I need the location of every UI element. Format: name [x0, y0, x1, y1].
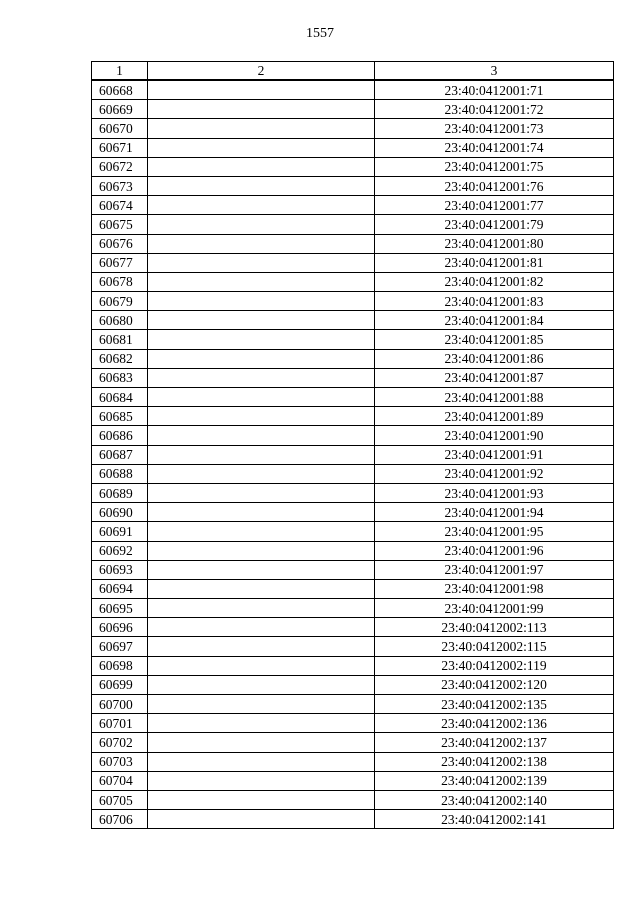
row-number-cell: 60672: [92, 157, 148, 176]
cadastral-number-cell: 23:40:0412002:115: [375, 637, 614, 656]
row-number-cell: 60682: [92, 349, 148, 368]
cadastral-number-cell: 23:40:0412001:92: [375, 464, 614, 483]
row-blank-cell: [148, 215, 375, 234]
table-row: [92, 503, 614, 522]
table-row: [92, 656, 614, 675]
table-row: [92, 483, 614, 502]
cadastral-number-cell: 23:40:0412001:90: [375, 426, 614, 445]
row-blank-cell: [148, 292, 375, 311]
row-blank-cell: [148, 138, 375, 157]
table-row: [92, 80, 614, 100]
row-blank-cell: [148, 579, 375, 598]
cadastral-number-cell: 23:40:0412001:80: [375, 234, 614, 253]
row-number-cell: 60684: [92, 388, 148, 407]
table-row: [92, 560, 614, 579]
row-number-cell: 60694: [92, 579, 148, 598]
cadastral-number-cell: 23:40:0412001:99: [375, 599, 614, 618]
table-row: [92, 100, 614, 119]
cadastral-number-cell: 23:40:0412002:113: [375, 618, 614, 637]
cadastral-number-cell: 23:40:0412001:73: [375, 119, 614, 138]
row-blank-cell: [148, 771, 375, 790]
cadastral-number-cell: 23:40:0412001:87: [375, 368, 614, 387]
row-blank-cell: [148, 714, 375, 733]
cadastral-number-cell: 23:40:0412002:138: [375, 752, 614, 771]
row-blank-cell: [148, 176, 375, 195]
table-row: [92, 292, 614, 311]
table-row: [92, 599, 614, 618]
cadastral-number-cell: 23:40:0412002:135: [375, 695, 614, 714]
row-blank-cell: [148, 119, 375, 138]
row-number-cell: 60686: [92, 426, 148, 445]
cadastral-number-cell: 23:40:0412002:141: [375, 810, 614, 829]
row-number-cell: 60702: [92, 733, 148, 752]
table-row: [92, 330, 614, 349]
row-blank-cell: [148, 560, 375, 579]
cadastral-number-cell: 23:40:0412001:82: [375, 272, 614, 291]
row-blank-cell: [148, 656, 375, 675]
cadastral-number-cell: 23:40:0412001:85: [375, 330, 614, 349]
row-number-cell: 60705: [92, 790, 148, 809]
row-number-cell: 60701: [92, 714, 148, 733]
table-row: [92, 368, 614, 387]
row-blank-cell: [148, 349, 375, 368]
row-blank-cell: [148, 388, 375, 407]
row-number-cell: 60695: [92, 599, 148, 618]
table-row: [92, 464, 614, 483]
row-blank-cell: [148, 733, 375, 752]
row-number-cell: 60706: [92, 810, 148, 829]
row-blank-cell: [148, 407, 375, 426]
table-row: [92, 675, 614, 694]
row-blank-cell: [148, 810, 375, 829]
row-number-cell: 60670: [92, 119, 148, 138]
cadastral-table: [91, 61, 614, 829]
table-row: [92, 637, 614, 656]
row-number-cell: 60685: [92, 407, 148, 426]
row-number-cell: 60698: [92, 656, 148, 675]
column-header-3: 3: [375, 62, 614, 81]
row-number-cell: 60688: [92, 464, 148, 483]
table-row: [92, 215, 614, 234]
cadastral-number-cell: 23:40:0412001:98: [375, 579, 614, 598]
row-number-cell: 60699: [92, 675, 148, 694]
row-blank-cell: [148, 790, 375, 809]
row-blank-cell: [148, 445, 375, 464]
table-row: [92, 119, 614, 138]
row-number-cell: 60687: [92, 445, 148, 464]
cadastral-number-cell: 23:40:0412001:86: [375, 349, 614, 368]
row-blank-cell: [148, 253, 375, 272]
row-number-cell: 60689: [92, 483, 148, 502]
table-row: [92, 445, 614, 464]
row-number-cell: 60671: [92, 138, 148, 157]
row-number-cell: 60700: [92, 695, 148, 714]
table-row: [92, 752, 614, 771]
cadastral-number-cell: 23:40:0412001:74: [375, 138, 614, 157]
column-header-2: 2: [148, 62, 375, 81]
table-row: [92, 349, 614, 368]
table-row: [92, 234, 614, 253]
row-number-cell: 60676: [92, 234, 148, 253]
row-blank-cell: [148, 522, 375, 541]
table-row: [92, 618, 614, 637]
row-blank-cell: [148, 695, 375, 714]
cadastral-number-cell: 23:40:0412001:76: [375, 176, 614, 195]
page-number: 1557: [306, 26, 334, 41]
cadastral-number-cell: 23:40:0412001:96: [375, 541, 614, 560]
row-number-cell: 60674: [92, 196, 148, 215]
table-row: [92, 714, 614, 733]
table-body: [92, 80, 614, 829]
table-header-row: [92, 62, 614, 81]
cadastral-number-cell: 23:40:0412001:94: [375, 503, 614, 522]
cadastral-number-cell: 23:40:0412001:81: [375, 253, 614, 272]
row-blank-cell: [148, 196, 375, 215]
table-row: [92, 176, 614, 195]
row-blank-cell: [148, 599, 375, 618]
cadastral-number-cell: 23:40:0412001:89: [375, 407, 614, 426]
table-row: [92, 157, 614, 176]
row-number-cell: 60704: [92, 771, 148, 790]
cadastral-number-cell: 23:40:0412002:140: [375, 790, 614, 809]
row-blank-cell: [148, 234, 375, 253]
cadastral-number-cell: 23:40:0412002:139: [375, 771, 614, 790]
cadastral-number-cell: 23:40:0412001:83: [375, 292, 614, 311]
row-blank-cell: [148, 272, 375, 291]
table-row: [92, 253, 614, 272]
cadastral-number-cell: 23:40:0412001:84: [375, 311, 614, 330]
table-row: [92, 790, 614, 809]
table-row: [92, 541, 614, 560]
cadastral-number-cell: 23:40:0412001:93: [375, 483, 614, 502]
cadastral-number-cell: 23:40:0412001:72: [375, 100, 614, 119]
row-number-cell: 60669: [92, 100, 148, 119]
row-number-cell: 60680: [92, 311, 148, 330]
cadastral-number-cell: 23:40:0412002:119: [375, 656, 614, 675]
table-row: [92, 522, 614, 541]
row-number-cell: 60681: [92, 330, 148, 349]
row-blank-cell: [148, 100, 375, 119]
row-number-cell: 60683: [92, 368, 148, 387]
row-number-cell: 60679: [92, 292, 148, 311]
table-row: [92, 771, 614, 790]
cadastral-number-cell: 23:40:0412001:97: [375, 560, 614, 579]
cadastral-number-cell: 23:40:0412002:137: [375, 733, 614, 752]
cadastral-number-cell: 23:40:0412001:77: [375, 196, 614, 215]
cadastral-number-cell: 23:40:0412002:120: [375, 675, 614, 694]
cadastral-number-cell: 23:40:0412001:71: [375, 80, 614, 100]
row-number-cell: 60690: [92, 503, 148, 522]
row-blank-cell: [148, 752, 375, 771]
table-row: [92, 810, 614, 829]
row-number-cell: 60696: [92, 618, 148, 637]
row-blank-cell: [148, 80, 375, 100]
row-blank-cell: [148, 541, 375, 560]
table-row: [92, 579, 614, 598]
cadastral-number-cell: 23:40:0412001:88: [375, 388, 614, 407]
row-blank-cell: [148, 618, 375, 637]
cadastral-number-cell: 23:40:0412002:136: [375, 714, 614, 733]
table-row: [92, 407, 614, 426]
row-number-cell: 60668: [92, 80, 148, 100]
cadastral-number-cell: 23:40:0412001:95: [375, 522, 614, 541]
table-row: [92, 695, 614, 714]
row-number-cell: 60673: [92, 176, 148, 195]
table-row: [92, 138, 614, 157]
row-number-cell: 60677: [92, 253, 148, 272]
row-blank-cell: [148, 483, 375, 502]
row-blank-cell: [148, 157, 375, 176]
cadastral-number-cell: 23:40:0412001:79: [375, 215, 614, 234]
row-blank-cell: [148, 311, 375, 330]
row-blank-cell: [148, 503, 375, 522]
row-number-cell: 60697: [92, 637, 148, 656]
row-number-cell: 60703: [92, 752, 148, 771]
row-blank-cell: [148, 426, 375, 445]
row-number-cell: 60691: [92, 522, 148, 541]
row-blank-cell: [148, 368, 375, 387]
row-number-cell: 60693: [92, 560, 148, 579]
table-row: [92, 733, 614, 752]
row-blank-cell: [148, 675, 375, 694]
cadastral-number-cell: 23:40:0412001:91: [375, 445, 614, 464]
row-blank-cell: [148, 464, 375, 483]
table-row: [92, 426, 614, 445]
table-row: [92, 196, 614, 215]
cadastral-number-cell: 23:40:0412001:75: [375, 157, 614, 176]
column-header-1: 1: [92, 62, 148, 81]
table-row: [92, 272, 614, 291]
table-row: [92, 311, 614, 330]
row-number-cell: 60678: [92, 272, 148, 291]
row-number-cell: 60675: [92, 215, 148, 234]
row-blank-cell: [148, 330, 375, 349]
row-blank-cell: [148, 637, 375, 656]
table-row: [92, 388, 614, 407]
row-number-cell: 60692: [92, 541, 148, 560]
